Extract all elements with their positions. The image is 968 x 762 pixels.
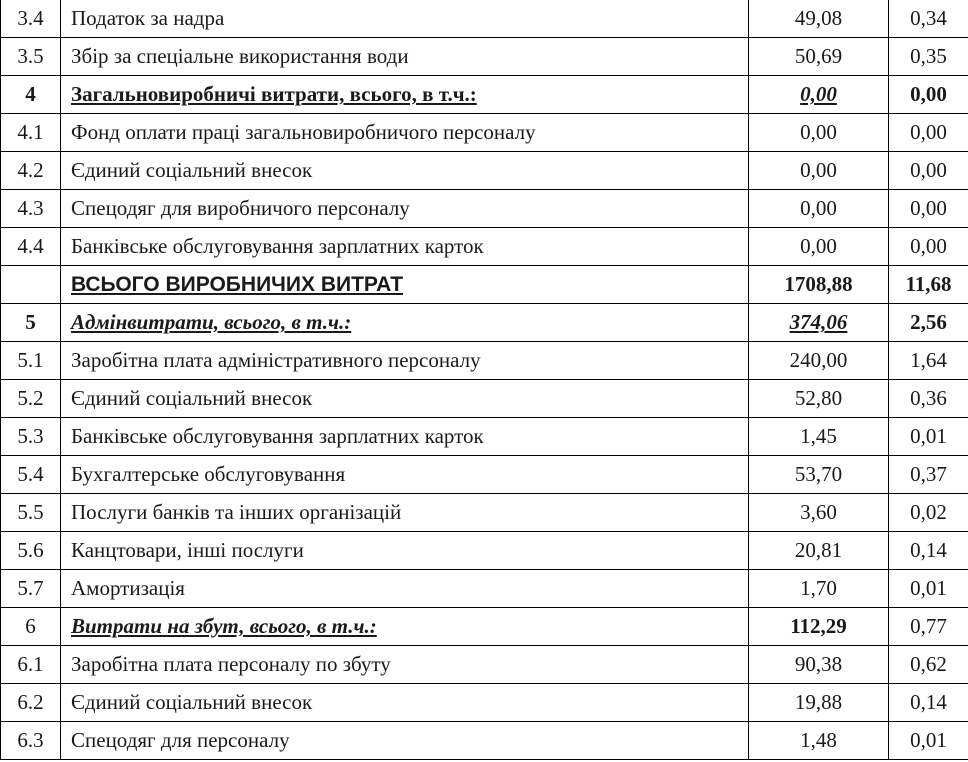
row-number: 5.2	[1, 380, 61, 418]
row-value-text: 20,81	[794, 538, 843, 562]
row-percent: 0,14	[889, 684, 968, 722]
row-value	[749, 532, 889, 570]
row-value	[749, 152, 889, 190]
row-name-text: Збір за спеціальне використання води	[71, 44, 409, 68]
row-value	[749, 722, 889, 760]
row-number: 5.6	[1, 532, 61, 570]
cost-table-body	[1, 0, 968, 760]
row-percent: 1,64	[889, 342, 968, 380]
row-value	[749, 76, 889, 114]
row-name	[61, 646, 749, 684]
row-percent: 0,37	[889, 456, 968, 494]
row-value-text: 52,80	[794, 386, 843, 410]
row-value-text: 112,29	[790, 614, 847, 638]
row-number: 3.5	[1, 38, 61, 76]
row-number: 4.4	[1, 228, 61, 266]
row-value	[749, 228, 889, 266]
row-number: 5.1	[1, 342, 61, 380]
row-percent: 0,01	[889, 418, 968, 456]
table-row	[1, 304, 968, 342]
row-name	[61, 684, 749, 722]
row-value	[749, 304, 889, 342]
row-name-text: Канцтовари, інші послуги	[71, 538, 304, 562]
row-percent: 0,02	[889, 494, 968, 532]
row-percent: 0,01	[889, 570, 968, 608]
row-number: 4.1	[1, 114, 61, 152]
row-name	[61, 380, 749, 418]
table-row	[1, 152, 968, 190]
table-row	[1, 608, 968, 646]
row-value-text: 90,38	[794, 652, 843, 676]
row-value-text: 0,00	[800, 196, 837, 220]
table-row	[1, 76, 968, 114]
row-percent: 0,35	[889, 38, 968, 76]
row-value	[749, 684, 889, 722]
row-percent: 0,00	[889, 190, 968, 228]
row-percent: 0,00	[889, 228, 968, 266]
row-number: 6.1	[1, 646, 61, 684]
row-value-text: 1,48	[800, 728, 837, 752]
row-value	[749, 38, 889, 76]
row-name-text: ВСЬОГО ВИРОБНИЧИХ ВИТРАТ	[71, 273, 404, 296]
row-value	[749, 418, 889, 456]
row-value-text: 0,00	[800, 234, 837, 258]
row-name	[61, 570, 749, 608]
row-value	[749, 114, 889, 152]
row-name-text: Фонд оплати праці загальновиробничого персоналу	[71, 120, 536, 144]
row-name-text: Єдиний соціальний внесок	[71, 386, 313, 410]
row-value-text: 1,45	[800, 424, 837, 448]
row-value-text: 49,08	[794, 6, 843, 30]
row-name	[61, 38, 749, 76]
row-number: 4.2	[1, 152, 61, 190]
row-percent: 11,68	[889, 266, 968, 304]
row-percent: 0,01	[889, 722, 968, 760]
row-number: 6.2	[1, 684, 61, 722]
row-value	[749, 342, 889, 380]
row-name-text: Послуги банків та інших організацій	[71, 500, 402, 524]
row-name-text: Банківське обслуговування зарплатних карток	[71, 424, 484, 448]
table-row	[1, 646, 968, 684]
table-row	[1, 190, 968, 228]
row-name-text: Бухгалтерське обслуговування	[71, 462, 346, 486]
row-name	[61, 456, 749, 494]
row-percent: 0,00	[889, 114, 968, 152]
row-name-text: Заробітна плата адміністративного персоналу	[71, 348, 481, 372]
row-percent: 0,14	[889, 532, 968, 570]
table-row	[1, 722, 968, 760]
row-number: 5.3	[1, 418, 61, 456]
row-name	[61, 722, 749, 760]
row-value-text: 50,69	[794, 44, 843, 68]
row-value-text: 240,00	[789, 348, 848, 372]
row-percent: 0,36	[889, 380, 968, 418]
row-name-text: Спецодяг для виробничого персоналу	[71, 196, 410, 220]
row-value	[749, 456, 889, 494]
row-number: 5.4	[1, 456, 61, 494]
row-name	[61, 0, 749, 38]
row-name	[61, 266, 749, 304]
row-number: 6	[1, 608, 61, 646]
row-value-text: 19,88	[794, 690, 843, 714]
row-value-text: 0,00	[800, 82, 837, 106]
row-number: 3.4	[1, 0, 61, 38]
row-number: 5	[1, 304, 61, 342]
row-name	[61, 76, 749, 114]
row-value-text: 374,06	[789, 310, 848, 334]
row-value-text: 0,00	[800, 158, 837, 182]
table-row	[1, 0, 968, 38]
row-value-text: 3,60	[800, 500, 837, 524]
table-row	[1, 532, 968, 570]
table-row	[1, 114, 968, 152]
row-number: 5.7	[1, 570, 61, 608]
row-value	[749, 608, 889, 646]
row-name-text: Податок за надра	[71, 6, 225, 30]
row-percent: 0,00	[889, 152, 968, 190]
row-name	[61, 494, 749, 532]
row-value	[749, 494, 889, 532]
row-value	[749, 380, 889, 418]
row-name	[61, 114, 749, 152]
row-value-text: 1708,88	[784, 272, 853, 296]
row-name-text: Єдиний соціальний внесок	[71, 158, 313, 182]
row-name	[61, 532, 749, 570]
row-value	[749, 266, 889, 304]
row-percent: 0,77	[889, 608, 968, 646]
table-row	[1, 38, 968, 76]
row-value	[749, 190, 889, 228]
row-name	[61, 342, 749, 380]
row-name	[61, 190, 749, 228]
row-name-text: Спецодяг для персоналу	[71, 728, 290, 752]
table-row	[1, 456, 968, 494]
row-name-text: Заробітна плата персоналу по збуту	[71, 652, 391, 676]
row-number: 6.3	[1, 722, 61, 760]
row-percent: 0,62	[889, 646, 968, 684]
table-row	[1, 342, 968, 380]
row-name	[61, 228, 749, 266]
row-percent: 2,56	[889, 304, 968, 342]
table-row	[1, 418, 968, 456]
row-value	[749, 0, 889, 38]
row-number: 4.3	[1, 190, 61, 228]
table-row	[1, 684, 968, 722]
row-name-text: Витрати на збут, всього, в т.ч.:	[71, 614, 377, 638]
row-value	[749, 646, 889, 684]
row-value-text: 0,00	[800, 120, 837, 144]
table-row	[1, 570, 968, 608]
row-name	[61, 304, 749, 342]
row-percent: 0,34	[889, 0, 968, 38]
row-number: 5.5	[1, 494, 61, 532]
table-row	[1, 380, 968, 418]
row-name	[61, 152, 749, 190]
table-row	[1, 494, 968, 532]
row-name-text: Загальновиробничі витрати, всього, в т.ч.:	[71, 82, 477, 106]
row-percent: 0,00	[889, 76, 968, 114]
table-row	[1, 228, 968, 266]
row-name	[61, 418, 749, 456]
row-value-text: 1,70	[800, 576, 837, 600]
row-number	[1, 266, 61, 304]
row-number: 4	[1, 76, 61, 114]
row-value	[749, 570, 889, 608]
row-value-text: 53,70	[794, 462, 843, 486]
row-name-text: Банківське обслуговування зарплатних карток	[71, 234, 484, 258]
row-name	[61, 608, 749, 646]
table-row	[1, 266, 968, 304]
row-name-text: Єдиний соціальний внесок	[71, 690, 313, 714]
row-name-text: Адмінвитрати, всього, в т.ч.:	[71, 310, 352, 334]
row-name-text: Амортизація	[71, 576, 185, 600]
